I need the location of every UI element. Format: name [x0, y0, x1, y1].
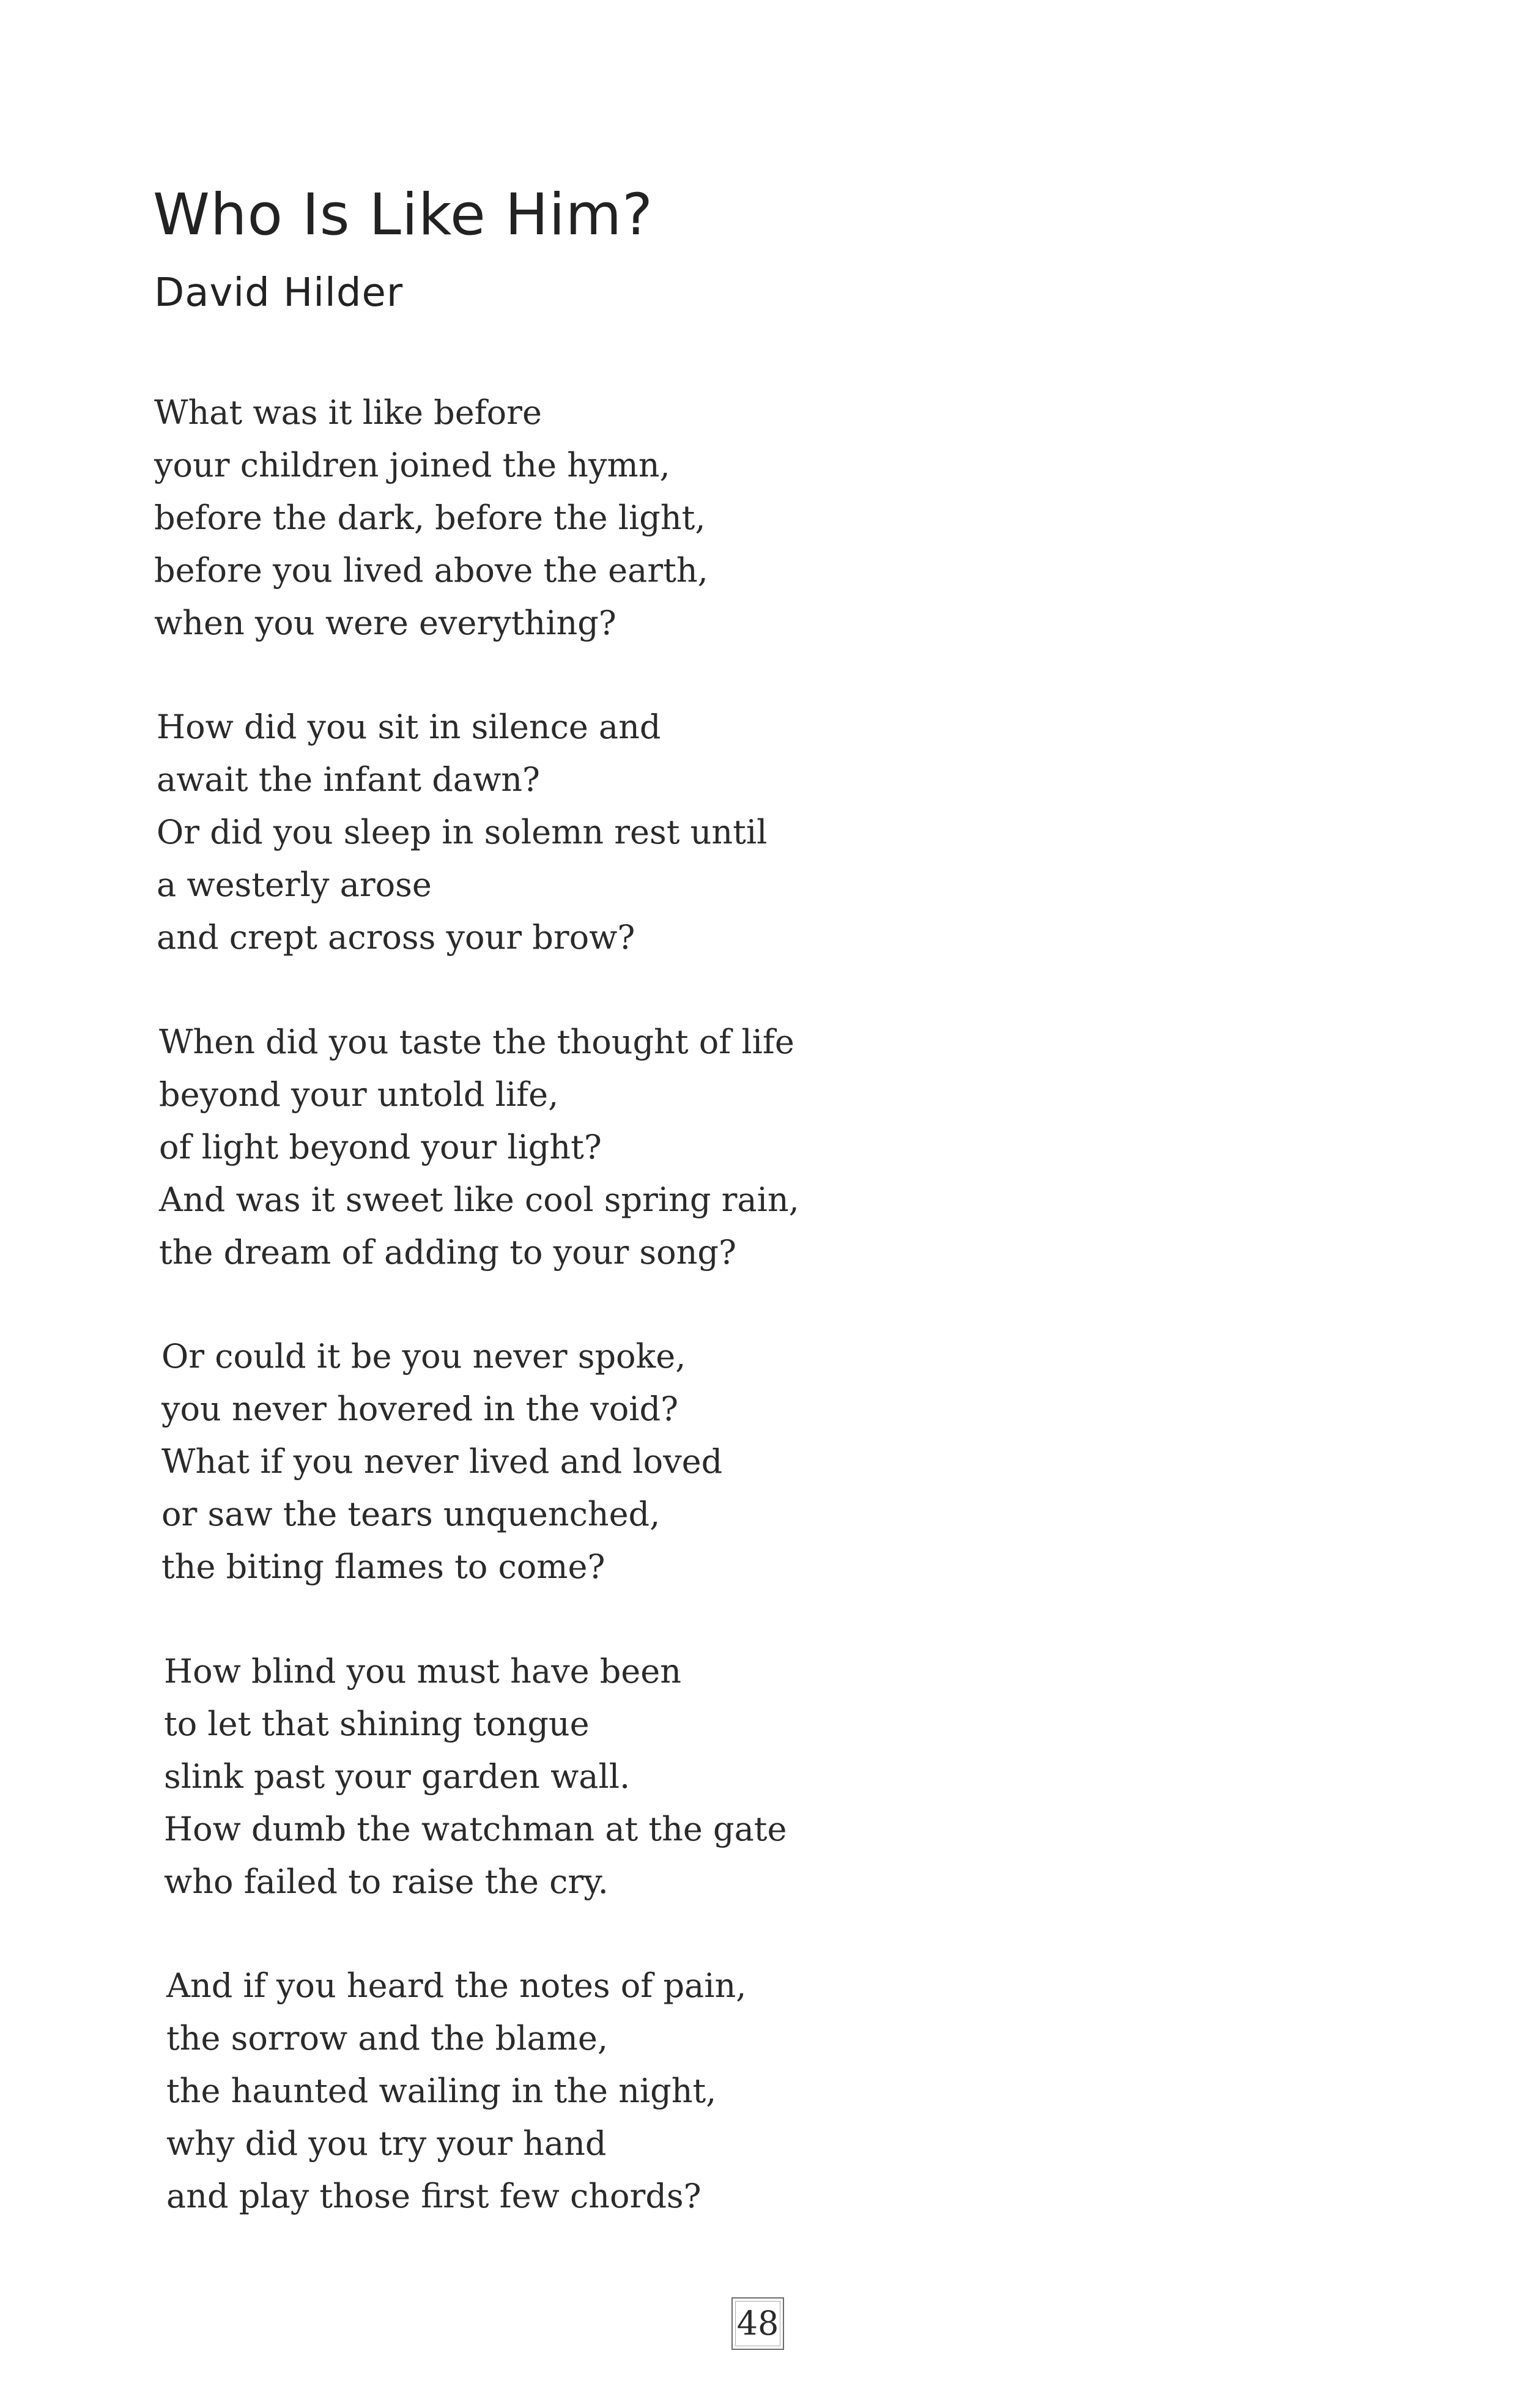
stanza-1	[154, 387, 1010, 650]
poem-line: you never hovered in the void?	[161, 1390, 679, 1428]
poem-line: How blind you must have been	[164, 1652, 681, 1691]
poem-line: of light beyond your light?	[159, 1128, 602, 1166]
poem-title: Who Is Like Him?	[153, 182, 654, 248]
poem-line: to let that shining tongue	[164, 1705, 590, 1743]
poem-line: What was it like before	[154, 393, 542, 432]
poem-line: before the dark, before the light,	[154, 498, 706, 537]
page-number: 48	[736, 2304, 779, 2343]
poem-line: What if you never lived and loved	[161, 1442, 723, 1481]
poem-line: beyond your untold life,	[159, 1075, 559, 1114]
poem-line: How did you sit in silence and	[157, 708, 661, 746]
poem-line: And was it sweet like cool spring rain,	[159, 1180, 799, 1219]
poem-line: who failed to raise the cry.	[164, 1862, 609, 1901]
poem-line: the sorrow and the blame,	[166, 2019, 609, 2058]
stanza-5	[164, 1645, 1020, 1908]
poem-line: when you were everything?	[154, 604, 616, 642]
poem-author: David Hilder	[154, 270, 404, 316]
poem-line: When did you taste the thought of life	[159, 1023, 794, 1061]
page-number-frame	[731, 2297, 784, 2350]
poem-line: Or did you sleep in solemn rest until	[157, 813, 768, 851]
poem-line: before you lived above the earth,	[154, 551, 708, 590]
poem-line: and crept across your brow?	[157, 918, 635, 957]
poem-line: and play those first few chords?	[166, 2177, 702, 2215]
poem-line: your children joined the hymn,	[154, 446, 670, 484]
poem-line: How dumb the watchman at the gate	[164, 1810, 787, 1848]
poem-line: the dream of adding to your song?	[159, 1233, 736, 1272]
poem-line: why did you try your hand	[166, 2124, 607, 2163]
poem-line: or saw the tears unquenched,	[161, 1495, 661, 1533]
poem-line: And if you heard the notes of pain,	[166, 1966, 747, 2005]
stanza-2	[157, 701, 1013, 964]
poem-line: slink past your garden wall.	[164, 1757, 631, 1796]
stanza-6	[166, 1960, 1023, 2223]
poem-line: Or could it be you never spoke,	[161, 1337, 686, 1376]
stanza-4	[161, 1330, 1018, 1593]
stanza-3	[159, 1016, 1015, 1279]
poem-line: a westerly arose	[157, 865, 432, 904]
poem-line: the biting flames to come?	[161, 1547, 605, 1586]
poem-line: await the infant dawn?	[157, 760, 540, 799]
poem-line: the haunted wailing in the night,	[166, 2072, 717, 2110]
